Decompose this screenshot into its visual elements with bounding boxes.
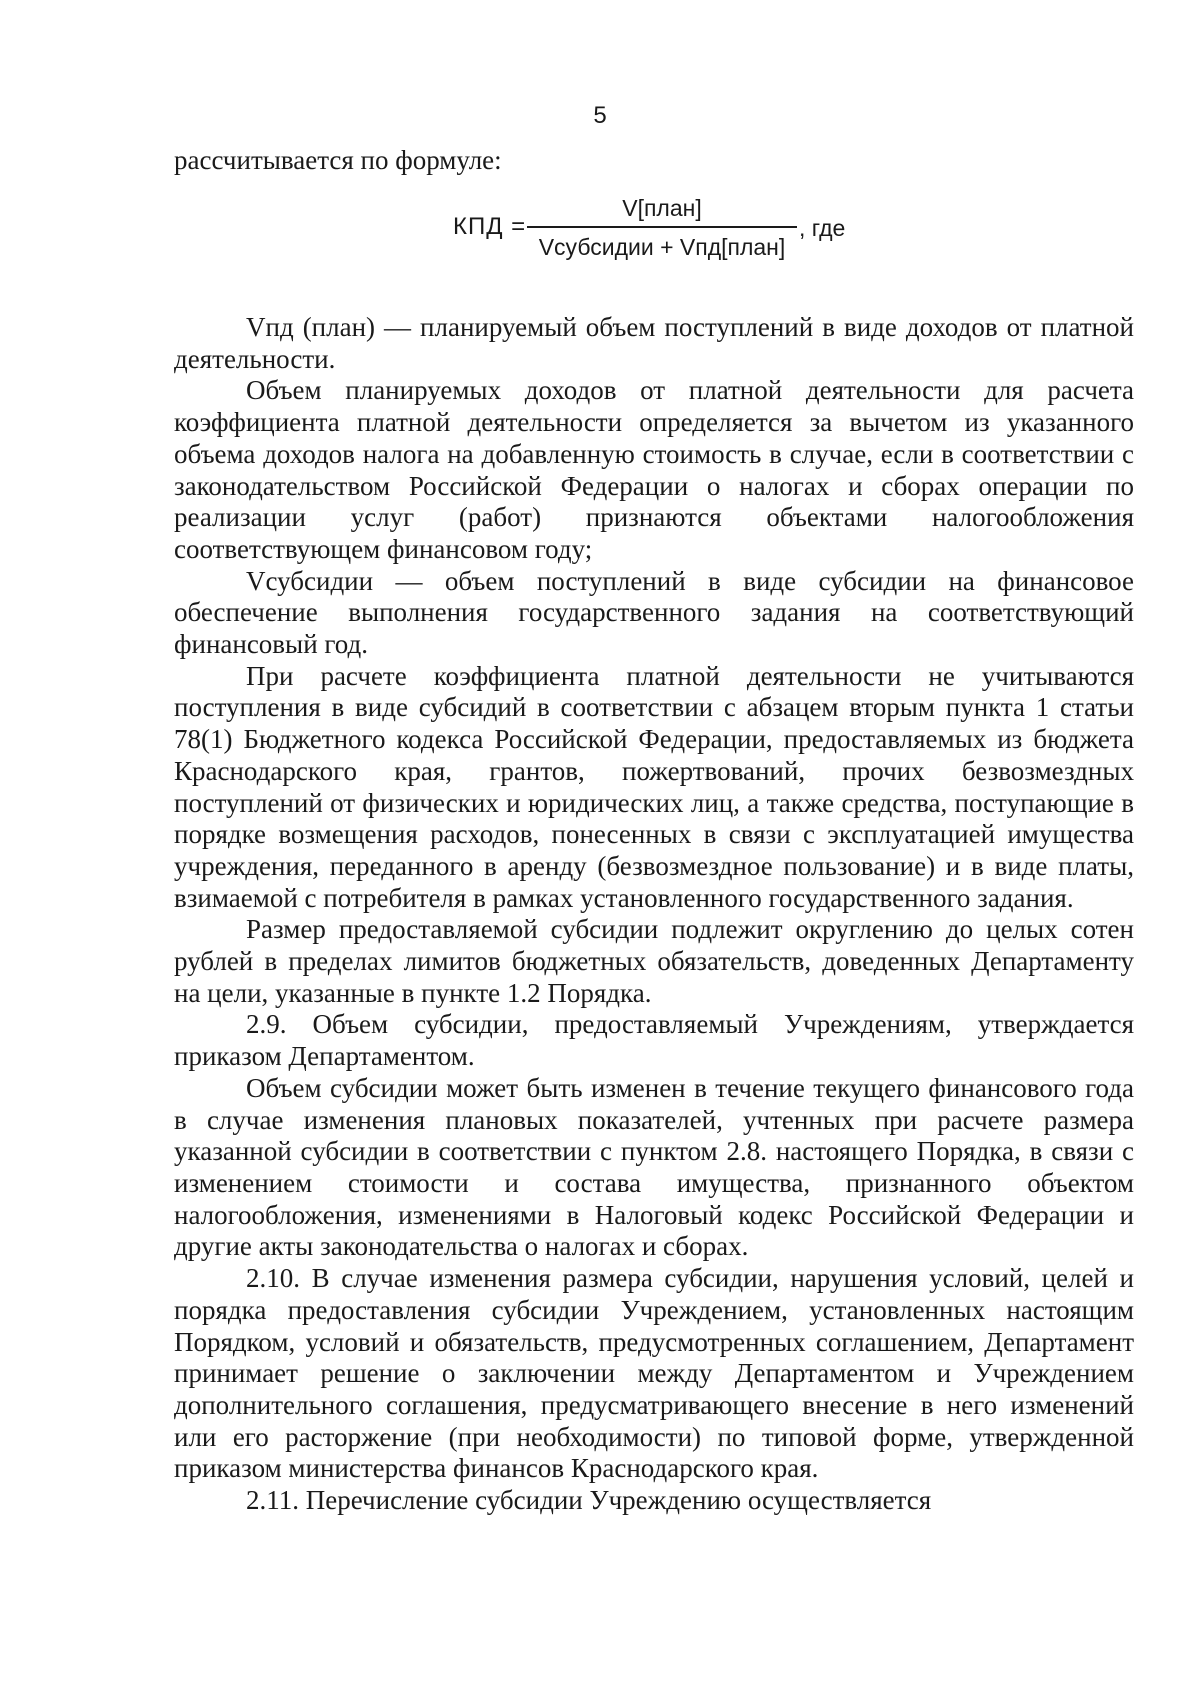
lead-line: рассчитывается по формуле: [174, 145, 502, 175]
paragraph-vsubsidy-definition: Vсубсидии — объем поступлений в виде субсидии на финансовое обеспечение выполнения государственного задания на соответствующий финансовый год. [174, 565, 1134, 660]
formula-fraction [527, 192, 797, 263]
formula [0, 192, 1200, 262]
paragraph-exclusions: При расчете коэффициента платной деятельности не учитываются поступления в виде субсидий в соответствии с абзацем вторым пункта 1 статьи 78(1) Бюджетного кодекса Российской Федерации, предоставляемых из бюджета Краснодарского края, грантов, пожертвований, прочих безвозмездных поступлений от физических и юридических лиц, а также средства, поступающие в порядке возмещения расходов, понесенных в связи с эксплуатацией имущества учреждения, переданного в аренду (безвозмездное пользование) и в виде платы, взимаемой с потребителя в рамках установленного государственного задания. [174, 660, 1134, 913]
formula-lhs: КПД = [453, 213, 527, 240]
paragraph-vpd-definition: Vпд (план) — планируемый объем поступлений в виде доходов от платной деятельности. [174, 312, 1134, 374]
formula-suffix: , где [799, 215, 846, 241]
paragraph-subsidy-change: Объем субсидии может быть изменен в течение текущего финансового года в случае изменения плановых показателей, учтенных при расчете размера указанной субсидии в соответствии с пунктом 2.8. настоящего Порядка, в связи с изменением стоимости и состава имущества, признанного объектом налогообложения, изменениями в Налоговый кодекс Российской Федерации и другие акты законодательства о налогах и сборах. [174, 1072, 1134, 1262]
formula-denominator: Vсубсидии + Vпд[план] [538, 234, 786, 260]
formula-numerator: V[план] [622, 195, 702, 221]
paragraph-2-10: 2.10. В случае изменения размера субсидии, нарушения условий, целей и порядка предоставления субсидии Учреждением, установленных настоящим Порядком, условий и обязательств, предусмотренных соглашением, Департамент принимает решение о заключении между Департаментом и Учреждением дополнительного соглашения, предусматривающего внесение в него изменений или его расторжение (при необходимости) по типовой форме, утвержденной приказом министерства финансов Краснодарского края. [174, 1263, 1134, 1484]
paragraph-2-11: 2.11. Перечисление субсидии Учреждению осуществляется [246, 1485, 932, 1516]
paragraph-rounding: Размер предоставляемой субсидии подлежит округлению до целых сотен рублей в пределах лимитов бюджетных обязательств, доведенных Департаменту на цели, указанные в пункте 1.2 Порядка. [174, 914, 1134, 1008]
fraction-bar [527, 226, 797, 228]
paragraph-planned-income: Объем планируемых доходов от платной деятельности для расчета коэффициента платной деятельности определяется за вычетом из указанного объема доходов налога на добавленную стоимость в случае, если в соответствии с законодательством Российской Федерации о налогах и сборах операции по реализации услуг (работ) признаются объектами налогообложения соответствующем финансовом году; [174, 375, 1134, 564]
body-text [174, 312, 1134, 1517]
page-number: 5 [593, 102, 607, 129]
paragraph-2-9: 2.9. Объем субсидии, предоставляемый Учреждениям, утверждается приказом Департаментом. [174, 1009, 1134, 1072]
